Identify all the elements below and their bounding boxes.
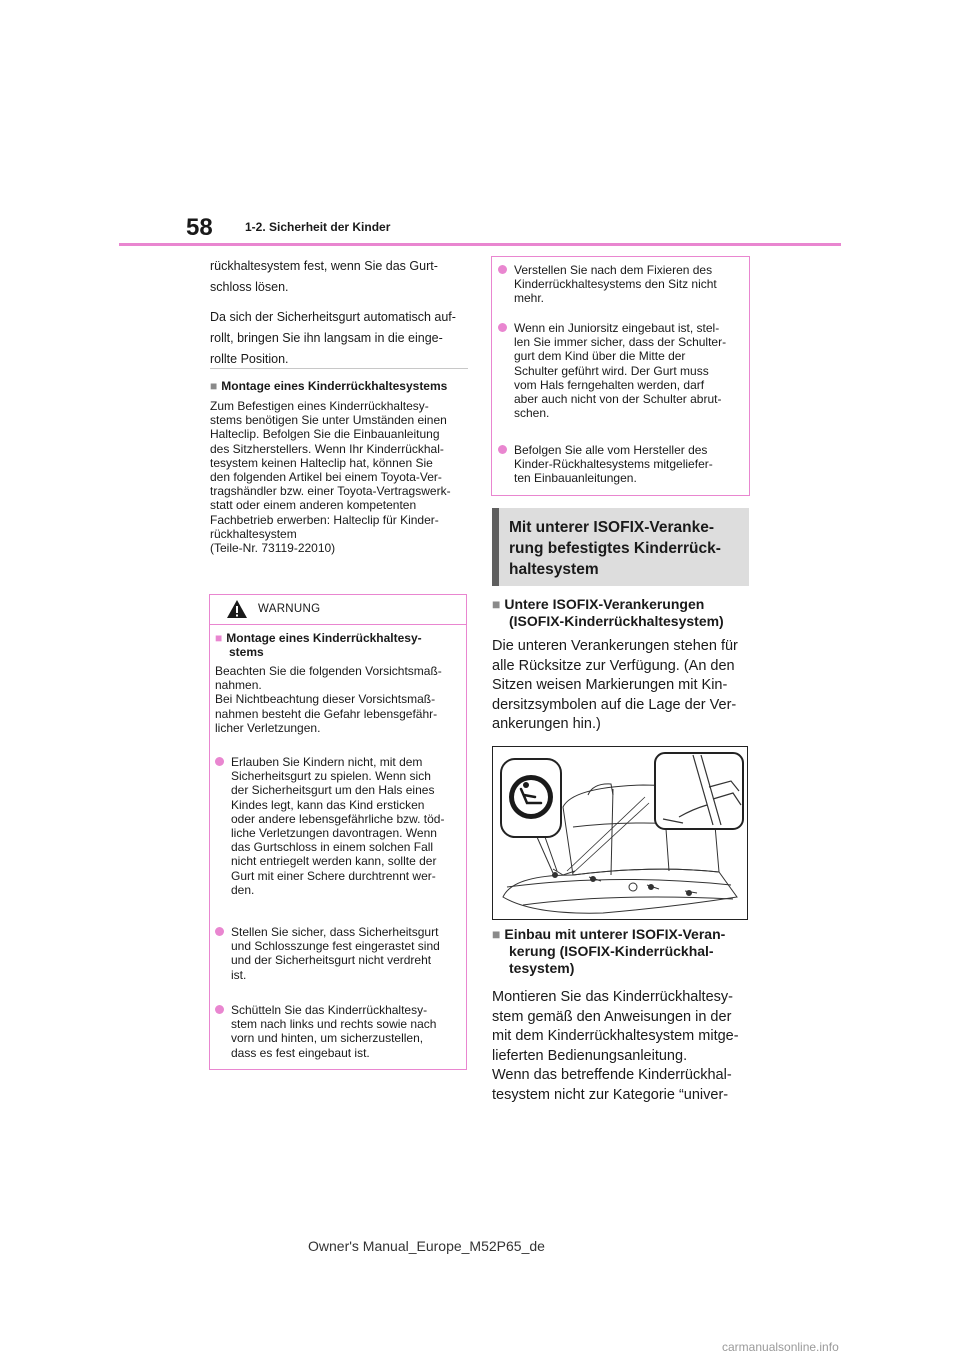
text-line: rollte Position. xyxy=(210,352,289,366)
square-bullet-icon: ■ xyxy=(215,631,223,645)
footer-text: Owner's Manual_Europe_M52P65_de xyxy=(308,1238,545,1254)
caution-box xyxy=(491,256,750,496)
list-item: Stellen Sie sicher, dass Sicherheitsgurt und Schlosszunge fest eingerastet sind und der Sicherheitsgurt nicht verdreht ist. xyxy=(215,925,465,982)
text-line: schloss lösen. xyxy=(210,280,289,294)
square-bullet-icon: ■ xyxy=(492,926,501,942)
bullet-dot-icon xyxy=(498,265,507,274)
montage-heading: ■ Montage eines Kinderrückhaltesystems xyxy=(210,379,448,393)
warning-heading: ■ Montage eines Kinderrückhaltesy- stems xyxy=(215,631,422,659)
text-line: rollt, bringen Sie ihn langsam in die einge- xyxy=(210,331,443,345)
montage-section xyxy=(210,379,472,555)
warning-triangle-icon xyxy=(226,599,248,619)
montage-body: Zum Befestigen eines Kinderrückhaltesy- stems benötigen Sie unter Umständen einen Halteclip. Befolgen Sie die Einbauanleitung des Sitzherstellers. Wenn Ihr Kinderrückhal- tesystem keinen Halteclip hat, können Sie den folgenden Artikel bei einem Toyota-Ver- tragshändler bzw. einer Toyota-Vertragswerk- statt oder einem anderen kompetenten Fachbetrieb erwerben: Halteclip für Kinder- rückhaltesystem (Teile-Nr. 73119-22010) xyxy=(210,399,451,556)
warning-header xyxy=(210,595,466,625)
list-item: Befolgen Sie alle vom Hersteller des Kinder-Rückhaltesystems mitgeliefer- ten Einbauanleitungen. xyxy=(498,443,743,486)
bullet-dot-icon xyxy=(498,445,507,454)
section-heading: Mit unterer ISOFIX-Veranke- rung befestigtes Kinderrück- haltesystem xyxy=(492,508,749,586)
bullet-dot-icon xyxy=(215,757,224,766)
intro-paragraph xyxy=(210,256,472,370)
bullet-dot-icon xyxy=(215,927,224,936)
square-bullet-icon: ■ xyxy=(492,596,501,612)
bullet-dot-icon xyxy=(215,1005,224,1014)
rear-seat-drawing xyxy=(493,747,748,920)
seat-illustration xyxy=(492,746,748,920)
divider xyxy=(210,368,468,369)
page-number: 58 xyxy=(186,214,213,241)
anchorages-paragraph: Die unteren Verankerungen stehen für alle Rücksitze zur Verfügung. (An den Sitzen weisen Markierungen mit Kin- dersitzsymbolen auf die Lage der Ver- ankerungen hin.) xyxy=(492,638,738,732)
bullet-dot-icon xyxy=(498,323,507,332)
subheading-installation: ■ Einbau mit unterer ISOFIX-Veran- kerung (ISOFIX-Kinderrückhal- tesystem) xyxy=(492,926,726,976)
warning-box xyxy=(209,594,467,1070)
list-item: Schütteln Sie das Kinderrückhaltesy- stem nach links und rechts sowie nach vorn und hinten, um sicherzustellen, dass es fest eingebaut ist. xyxy=(215,1003,465,1060)
list-item: Erlauben Sie Kindern nicht, mit dem Sicherheitsgurt zu spielen. Wenn sich der Sicherheitsgurt um den Hals eines Kindes legt, kann das Kind ersticken oder andere lebensgefährliche bzw. töd- liche Verletzungen davontragen. Wenn das Gurtschloss in einem solchen Fall nicht entriegelt werden kann, sollte der Gurt mit einer Schere durchtrennt wer- den. xyxy=(215,755,465,897)
warning-intro: Beachten Sie die folgenden Vorsichtsmaß- nahmen. Bei Nichtbeachtung dieser Vorsichtsmaß- nahmen besteht die Gefahr lebensgefähr- licher Verletzungen. xyxy=(215,664,442,735)
watermark-text: carmanualsonline.info xyxy=(722,1340,839,1354)
header-rule xyxy=(119,243,841,246)
subheading-anchorages: ■ Untere ISOFIX-Verankerungen (ISOFIX-Kinderrückhaltesystem) xyxy=(492,596,724,629)
list-item: Verstellen Sie nach dem Fixieren des Kinderrückhaltesystems den Sitz nicht mehr. xyxy=(498,263,743,306)
section-title: 1-2. Sicherheit der Kinder xyxy=(245,220,391,234)
text-line: rückhaltesystem fest, wenn Sie das Gurt- xyxy=(210,259,438,273)
square-bullet-icon: ■ xyxy=(210,379,218,393)
warning-label: WARNUNG xyxy=(258,603,321,615)
list-item: Wenn ein Juniorsitz eingebaut ist, stel- len Sie immer sicher, dass der Schulter- gurt dem Kind über die Mitte der Schulter geführt wird. Der Gurt muss vom Hals ferngehalten werden, darf aber auch nicht von der Schulter abrut- schen. xyxy=(498,321,743,420)
text-line: Da sich der Sicherheitsgurt automatisch auf- xyxy=(210,310,456,324)
installation-paragraph: Montieren Sie das Kinderrückhaltesy- stem gemäß den Anweisungen in der mit dem Kinderrückhaltesystem mitge- lieferten Bedienungsanleitung. Wenn das betreffende Kinderrückhal- tesystem nicht zur Kategorie “univer- xyxy=(492,989,739,1103)
